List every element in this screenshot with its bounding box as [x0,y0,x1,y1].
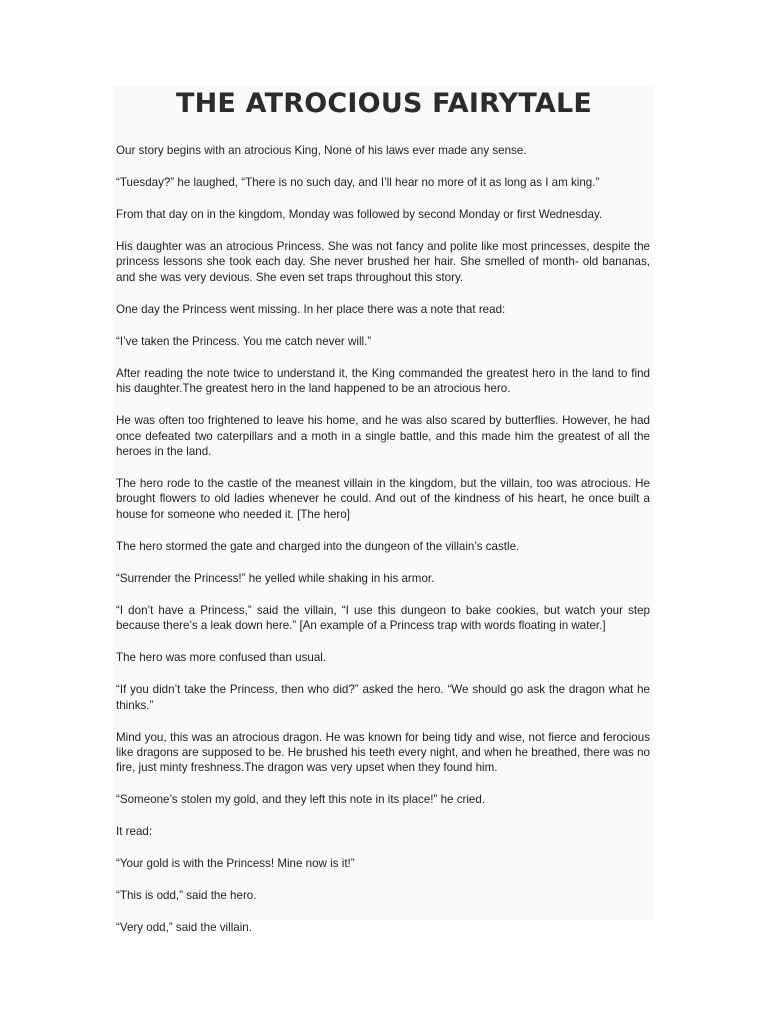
story-paragraph: After reading the note twice to understand it, the King commanded the greatest hero in the land to find his daughter.The greatest hero in the land happened to be an atrocious hero. [116,366,650,396]
story-paragraph: “I’ve taken the Princess. You me catch never will.” [116,334,372,348]
story-paragraph: One day the Princess went missing. In her place there was a note that read: [116,302,506,316]
story-paragraph: “This is odd,” said the hero. [116,889,257,903]
story-paragraph: “Surrender the Princess!” he yelled while shaking in his armor. [116,571,435,585]
story-paragraph: Mind you, this was an atrocious dragon. He was known for being tidy and wise, not fierce and ferocious like dragons are supposed to be. He brushed his teeth every night, and when he breathed, there was no fire, just minty freshness.The dragon was very upset when they found him. [116,730,650,775]
story-paragraph: He was often too frightened to leave his home, and he was also scared by butterflies. However, he had once defeated two caterpillars and a moth in a single battle, and this made him the greatest of all the heroes in the land. [116,414,650,459]
story-body [116,143,650,952]
story-title: THE ATROCIOUS FAIRYTALE [175,88,593,119]
story-paragraph: Our story begins with an atrocious King, None of his laws ever made any sense. [116,144,527,157]
story-paragraph: The hero was more confused than usual. [116,651,327,665]
story-paragraph: “I don’t have a Princess,” said the villain, “I use this dungeon to bake cookies, but watch your step because there’s a leak down here.” [An example of a Princess trap with words floating in water.] [116,603,650,633]
story-paragraph: “Tuesday?” he laughed, “There is no such day, and I’ll hear no more of it as long as I am king.” [116,176,600,189]
story-paragraph: It read: [116,825,153,839]
story-paragraph: From that day on in the kingdom, Monday was followed by second Monday or first Wednesday. [116,208,603,221]
story-paragraph: “If you didn’t take the Princess, then who did?” asked the hero. “We should go ask the dragon what he thinks.” [116,683,650,712]
story-paragraph: The hero rode to the castle of the meanest villain in the kingdom, but the villain, too was atrocious. He brought flowers to old ladies whenever he could. And out of the kindness of his heart, he once built a house for someone who needed it. [The hero] [116,477,650,521]
story-paragraph: “Very odd,” said the villain. [116,921,252,935]
story-paragraph: “Someone’s stolen my gold, and they left this note in its place!” he cried. [116,793,486,807]
story-paragraph: His daughter was an atrocious Princess. She was not fancy and polite like most princesses, despite the princess lessons she took each day. She never brushed her hair. She smelled of month- old bananas, and she was very devious. She even set traps throughout this story. [116,240,650,284]
story-paragraph: The hero stormed the gate and charged into the dungeon of the villain’s castle. [116,539,520,553]
story-paragraph: “Your gold is with the Princess! Mine now is it!” [116,857,355,871]
